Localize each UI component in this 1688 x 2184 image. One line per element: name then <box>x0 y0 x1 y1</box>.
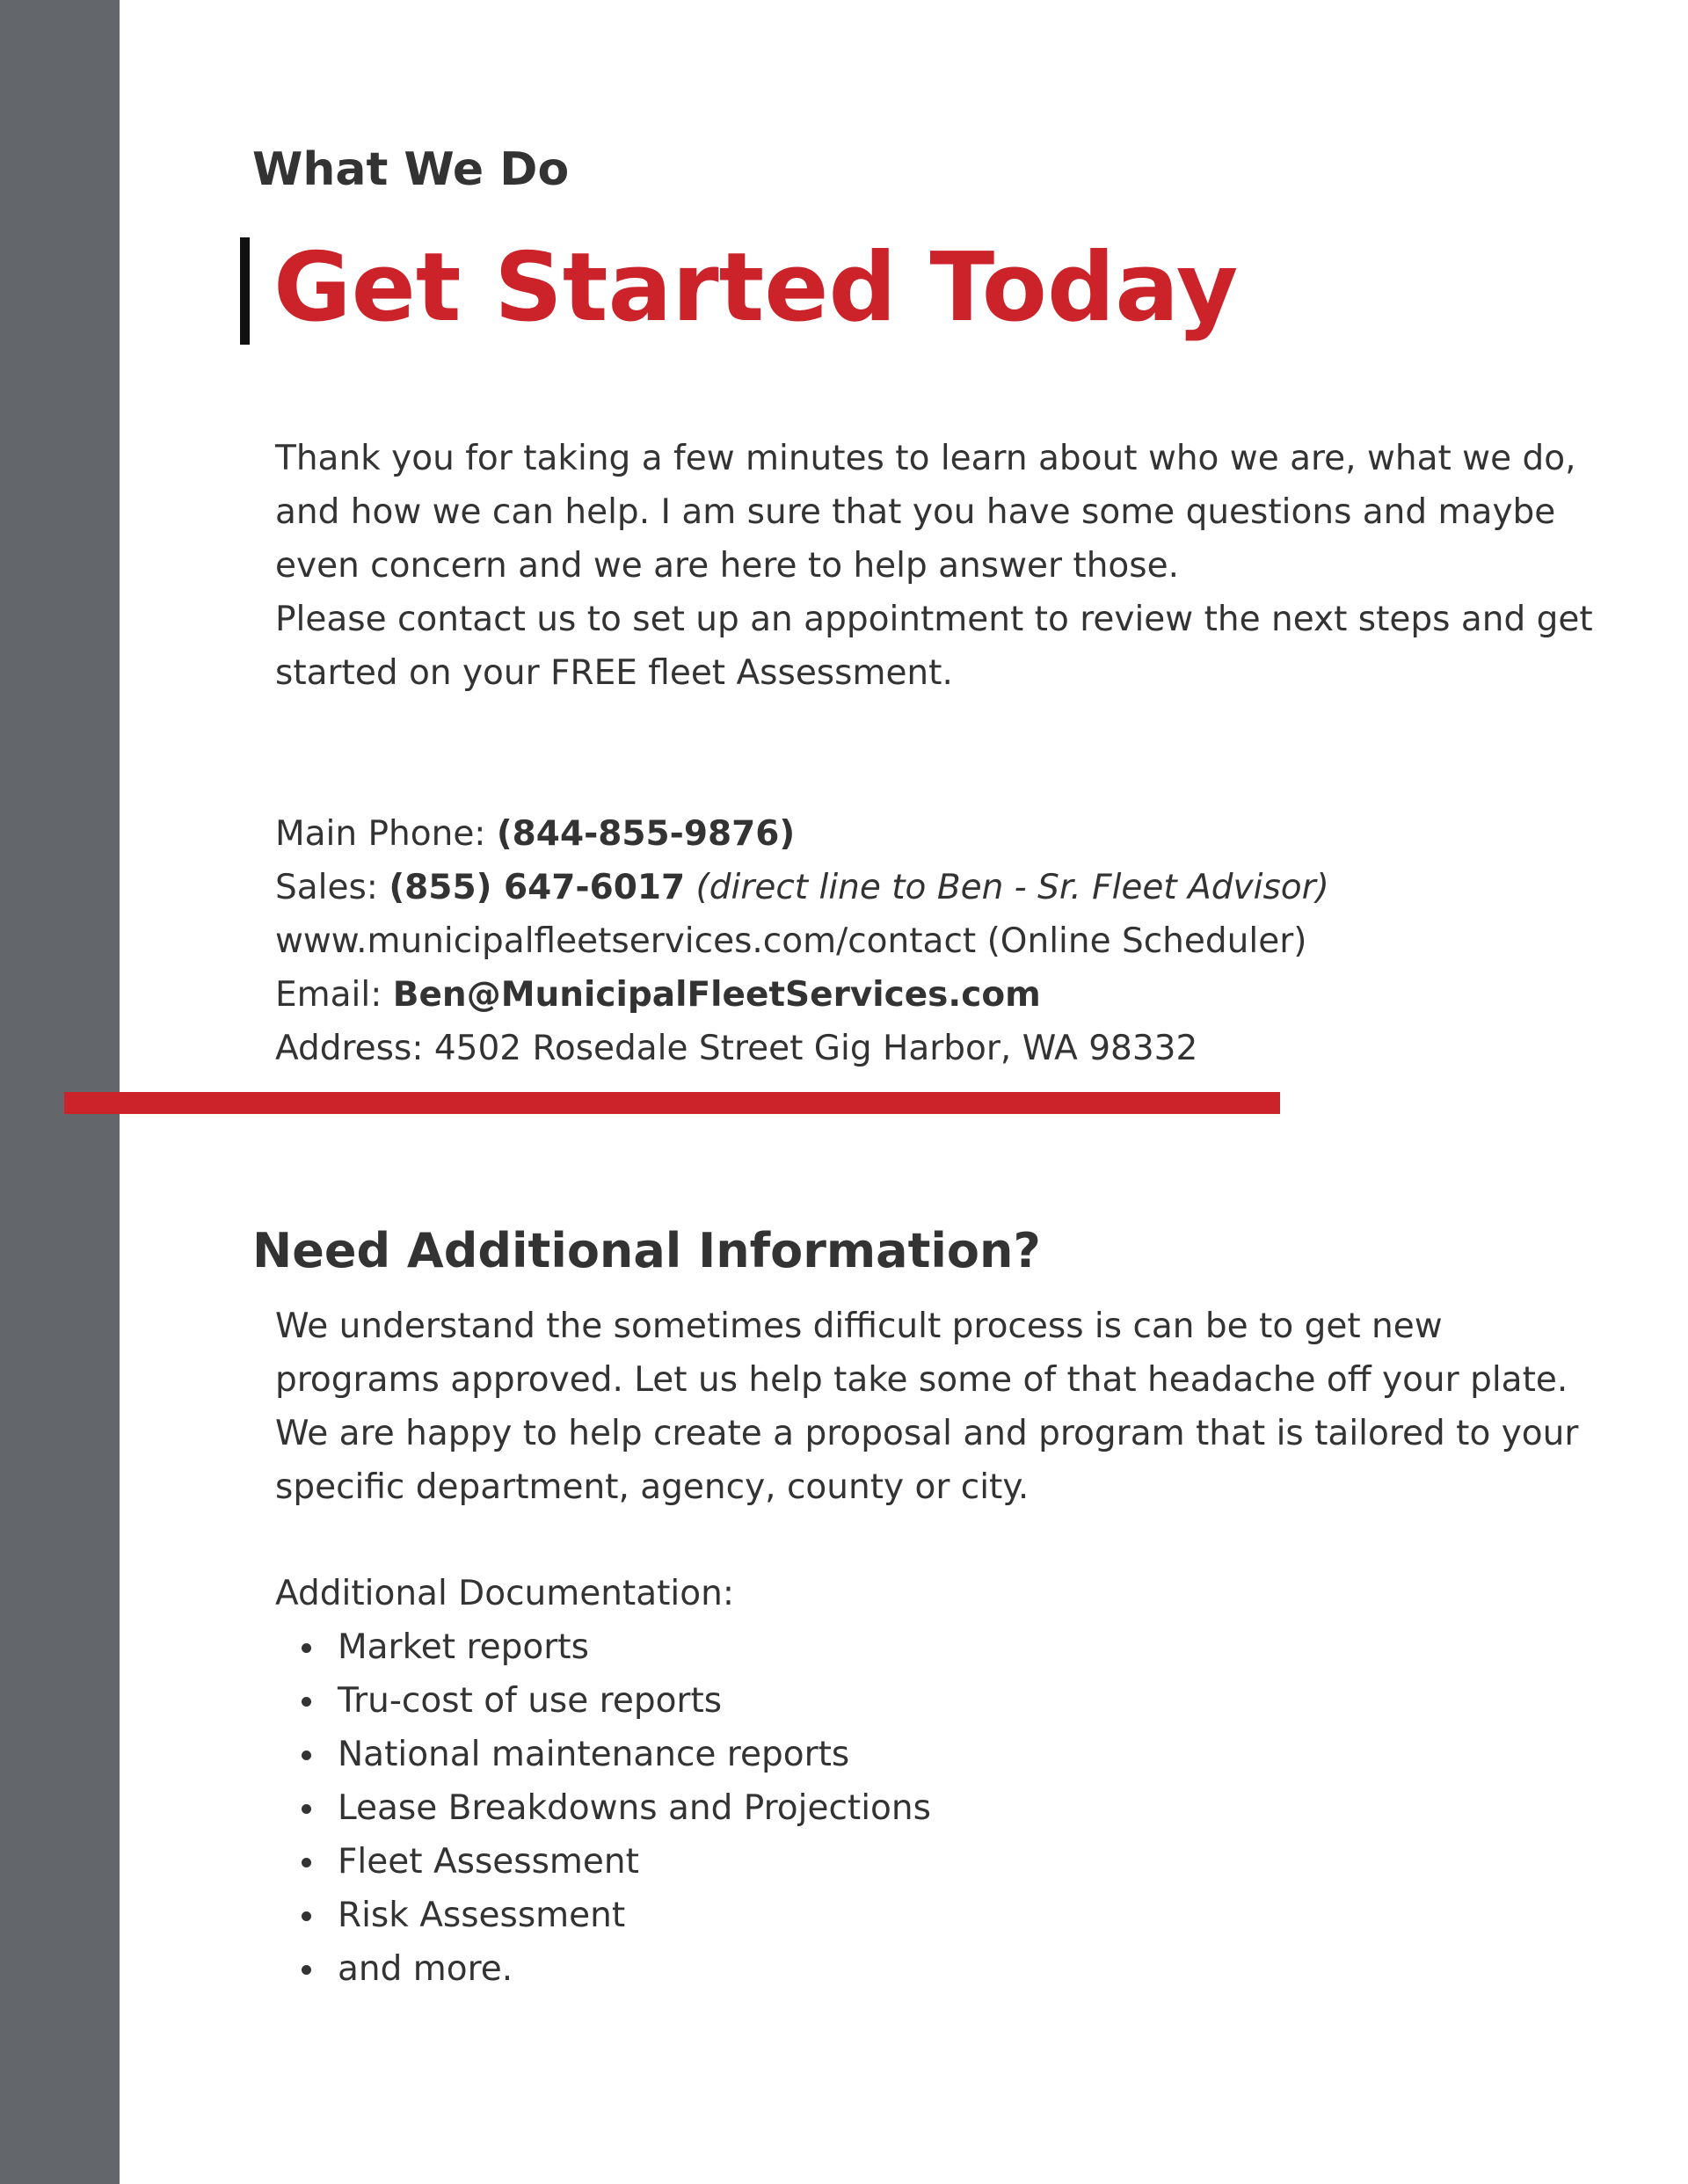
documentation-list <box>275 1620 931 1996</box>
contact-block <box>275 807 1629 1075</box>
email-label: Email: <box>275 975 393 1015</box>
page-title: Get Started Today <box>273 233 1239 343</box>
intro-paragraph <box>275 432 1629 700</box>
title-accent-bar <box>240 237 250 345</box>
bullet-icon <box>302 1751 311 1760</box>
address-line: Address: 4502 Rosedale Street Gig Harbor, WA 98332 <box>275 1029 1198 1068</box>
list-item-label: Tru-cost of use reports <box>338 1681 723 1721</box>
info-line: specific department, agency, county or city. <box>275 1467 1030 1507</box>
sales-phone-number[interactable]: (855) 647-6017 <box>389 868 686 907</box>
list-item-label: and more. <box>338 1949 513 1989</box>
sales-note: (direct line to Ben - Sr. Fleet Advisor) <box>685 868 1329 907</box>
intro-line: Please contact us to set up an appointment to review the next steps and get <box>275 600 1593 639</box>
list-item <box>275 1728 931 1781</box>
bullet-icon <box>302 1858 311 1867</box>
section-heading: Need Additional Information? <box>252 1223 1041 1278</box>
list-item-label: Risk Assessment <box>338 1896 626 1935</box>
website-link[interactable]: www.municipalfleetservices.com/contact (Online Scheduler) <box>275 921 1307 961</box>
intro-line: Thank you for taking a few minutes to learn about who we are, what we do, <box>275 439 1576 478</box>
sales-line <box>275 861 1629 914</box>
list-item-label: Lease Breakdowns and Projections <box>338 1788 931 1828</box>
list-item <box>275 1942 931 1996</box>
list-item <box>275 1889 931 1942</box>
info-paragraph <box>275 1299 1647 1514</box>
email-line <box>275 968 1629 1022</box>
intro-line: and how we can help. I am sure that you have some questions and maybe <box>275 492 1556 532</box>
bullet-icon <box>302 1911 311 1921</box>
bullet-icon <box>302 1697 311 1707</box>
list-item <box>275 1620 931 1674</box>
email-address[interactable]: Ben@MunicipalFleetServices.com <box>392 975 1041 1015</box>
main-phone-line <box>275 807 1629 861</box>
documentation-label: Additional Documentation: <box>275 1574 734 1613</box>
info-line: We are happy to help create a proposal and program that is tailored to your <box>275 1414 1579 1453</box>
info-line: We understand the sometimes difficult process is can be to get new <box>275 1307 1443 1346</box>
section-eyebrow: What We Do <box>252 143 570 196</box>
red-divider <box>64 1092 1280 1114</box>
list-item <box>275 1781 931 1835</box>
bullet-icon <box>302 1804 311 1814</box>
intro-line: even concern and we are here to help answer those. <box>275 546 1179 586</box>
sales-label: Sales: <box>275 868 389 907</box>
bullet-icon <box>302 1643 311 1653</box>
list-item <box>275 1674 931 1728</box>
list-item <box>275 1835 931 1889</box>
main-phone-label: Main Phone: <box>275 814 497 854</box>
list-item-label: Market reports <box>338 1627 589 1667</box>
info-line: programs approved. Let us help take some of that headache off your plate. <box>275 1360 1568 1400</box>
bullet-icon <box>302 1965 311 1975</box>
main-phone-number[interactable]: (844-855-9876) <box>496 814 796 854</box>
list-item-label: Fleet Assessment <box>338 1842 639 1882</box>
intro-line: started on your FREE fleet Assessment. <box>275 653 953 693</box>
list-item-label: National maintenance reports <box>338 1735 850 1774</box>
